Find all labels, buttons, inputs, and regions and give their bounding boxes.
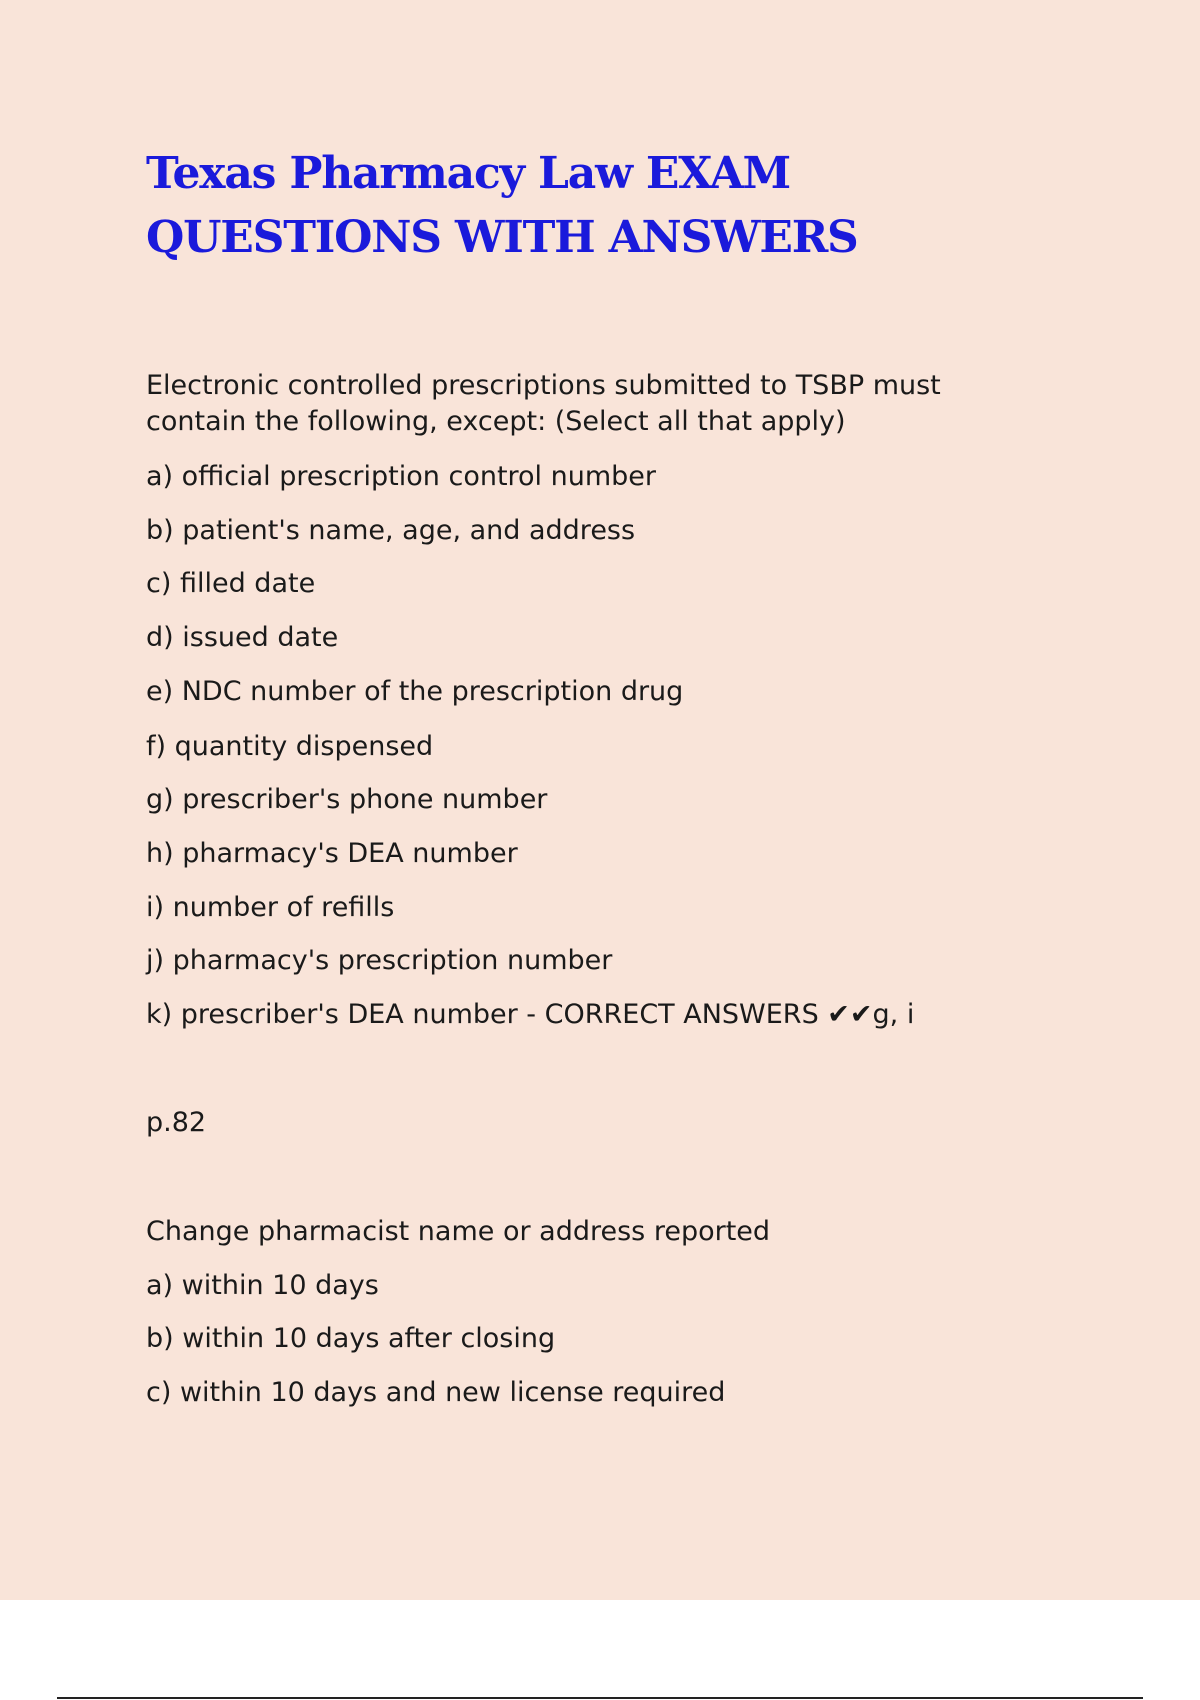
question-1-option-g: g) prescriber's phone number [146, 784, 548, 815]
question-1-option-f: f) quantity dispensed [146, 731, 434, 762]
question-2-text: Change pharmacist name or address reported [146, 1216, 771, 1247]
question-1-option-b: b) patient's name, age, and address [146, 515, 636, 546]
question-1-page-ref: p.82 [146, 1107, 207, 1138]
question-1-text: Electronic controlled prescriptions submitted to TSBP must contain the following, except: (Select all that apply) [146, 370, 941, 437]
question-1-option-j: j) pharmacy's prescription number [146, 945, 613, 976]
question-1-option-c: c) filled date [146, 568, 316, 599]
question-1-option-k-answer: k) prescriber's DEA number - CORRECT ANSWERS ✔✔g, i [146, 999, 915, 1030]
question-1-option-a: a) official prescription control number [146, 461, 657, 492]
page-bottom-divider [57, 1697, 1143, 1699]
document-title: Texas Pharmacy Law EXAM QUESTIONS WITH ANSWERS [146, 148, 858, 263]
question-1-option-i: i) number of refills [146, 892, 395, 923]
question-2-option-c: c) within 10 days and new license required [146, 1377, 726, 1408]
question-2-option-a: a) within 10 days [146, 1270, 379, 1301]
question-1-option-e: e) NDC number of the prescription drug [146, 676, 684, 707]
question-1-option-d: d) issued date [146, 622, 339, 653]
question-2-option-b: b) within 10 days after closing [146, 1323, 556, 1354]
question-1-option-h: h) pharmacy's DEA number [146, 838, 518, 869]
